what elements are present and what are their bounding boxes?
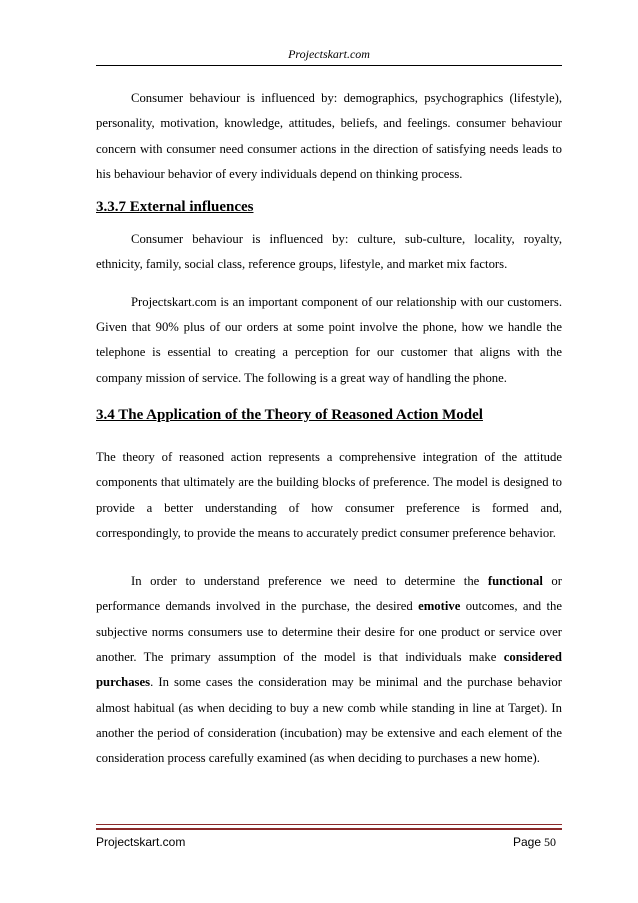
preference-text-2: or performance demands involved in the purchase, the desired (96, 574, 562, 614)
footer-page-info (513, 834, 556, 850)
footer-divider-thin (96, 824, 562, 825)
reasoned-action-paragraph: The theory of reasoned action represents a comprehensive integration of the attitude components that ultimately are the building blocks of preference. The model is designed to provide a better understanding of how consumer preference is formed and, correspondingly, to provide the means to accurately predict consumer preference behavior. (96, 449, 562, 540)
page-body (96, 86, 562, 772)
functional-term: functional (487, 574, 543, 589)
page-footer (96, 834, 556, 850)
footer-page-label: Page (512, 835, 541, 849)
considered-purchases-term: considered purchases (96, 650, 562, 690)
section-heading-external-influences: 3.3.7 External influences (96, 199, 254, 216)
preference-paragraph (96, 569, 562, 771)
external-influences-paragraph: Consumer behaviour is influenced by: culture, sub-culture, locality, royalty, ethnicity, family, social class, reference groups, lifestyle, and market mix factors. (96, 232, 562, 272)
footer-page-number: 50 (544, 835, 556, 849)
emotive-term: emotive (418, 599, 461, 614)
footer-site: Projectskart.com (96, 835, 186, 849)
preference-text-4: . In some cases the consideration may be minimal and the purchase behavior almost habitual (as when deciding to buy a new comb while standing in line at Target). In another the period of consideration (incubation) may be extensive and each element of the consideration process carefully examined (as when deciding to purchases a new home). (96, 675, 562, 766)
preference-text-1: In order to understand preference we need to determine the (131, 574, 488, 589)
page-header: Projectskart.com (288, 47, 370, 61)
section-heading-reasoned-action: 3.4 The Application of the Theory of Reasoned Action Model (96, 406, 483, 423)
header-divider (96, 65, 562, 66)
intro-paragraph: Consumer behaviour is influenced by: demographics, psychographics (lifestyle), personality, motivation, knowledge, attitudes, beliefs, and feelings. consumer behaviour concern with consumer need consumer actions in the direction of satisfying needs leads to his behaviour behavior of every individuals depend on thinking process. (96, 91, 562, 181)
phone-handling-paragraph: Projectskart.com is an important component of our relationship with our customers. Given that 90% plus of our orders at some point involve the phone, how we handle the telephone is essential to creating a perception for our customer that aligns with the company mission of service. The following is a great way of handling the phone. (96, 294, 562, 385)
preference-text-3: outcomes, and the subjective norms consumers use to determine their desire for one product or service over another. The primary assumption of the model is that individuals make (96, 599, 562, 665)
footer-divider-thick (96, 828, 562, 830)
